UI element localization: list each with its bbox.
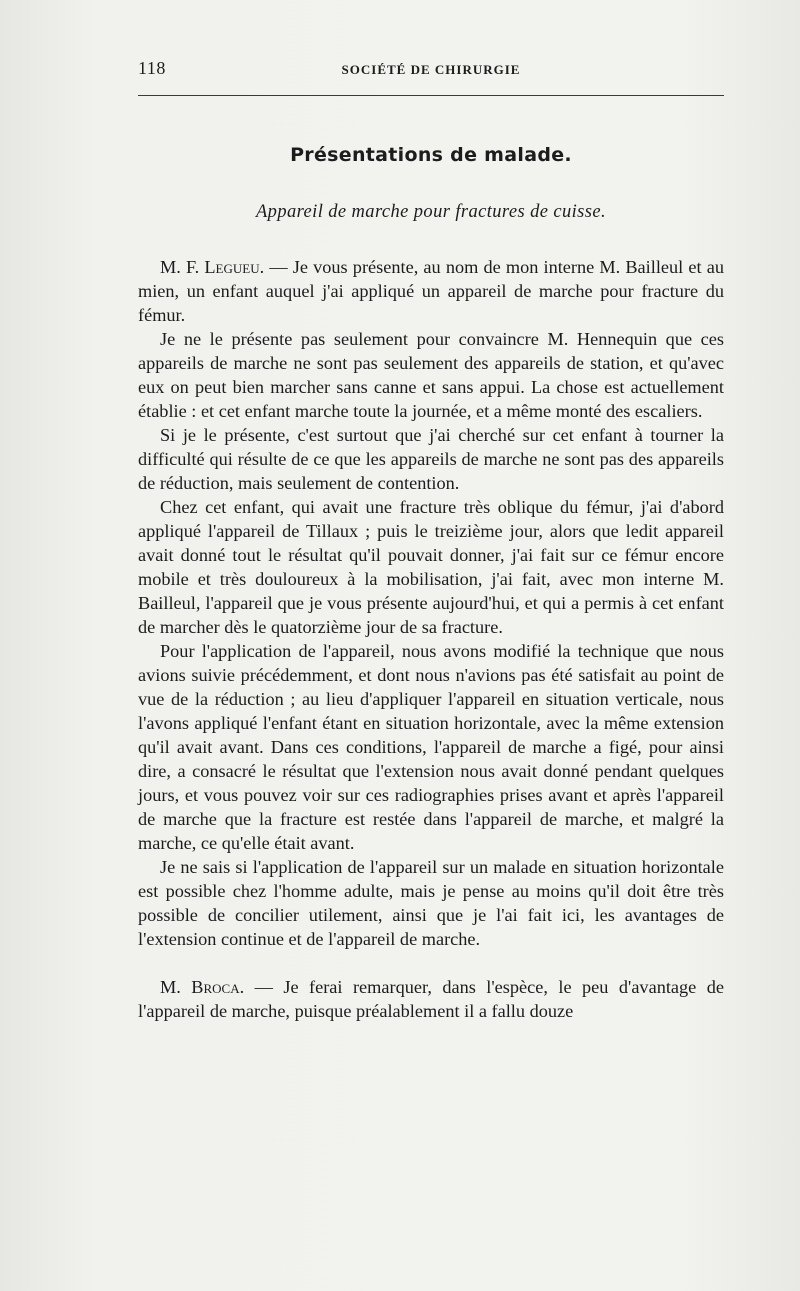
page-number: 118 [138,58,166,78]
speaker-name: Broca [191,977,240,997]
page-header [138,58,724,82]
header-rule [138,95,724,96]
speaker-prefix: M. [160,977,192,997]
paragraph-broca [138,975,724,1023]
paragraph: Chez cet enfant, qui avait une fracture très oblique du fémur, j'ai d'abord appliqué l'appareil de Tillaux ; puis le treizième jour, alors que ledit appareil avait donné tout le résultat qu'il pouvait donner, j'ai fait sur ce fémur encore mobile et très douloureux à la mobilisation, j'ai fait, avec mon interne M. Bailleul, l'appareil que je vous présente aujourd'hui, et qui a permis à cet enfant de marcher dès le quatorzième jour de sa fracture. [138,497,724,637]
paragraph-legueu [138,255,724,327]
paragraph: Je ne le présente pas seulement pour convaincre M. Hennequin que ces appareils de marche ne sont pas seulement des appareils de station, et qu'avec eux on peut bien marcher sans canne et sans appui. La chose est actuellement établie : et cet enfant marche toute la journée, et a même monté des escaliers. [138,329,724,421]
paragraph-text: . — Je vous présente, au nom de mon interne M. Bailleul et au mien, un enfant auquel j'ai appliqué un appareil de marche pour fracture du fémur. [138,257,724,325]
paragraph: Si je le présente, c'est surtout que j'ai cherché sur cet enfant à tourner la difficulté qui résulte de ce que les appareils de marche ne sont pas des appareils de réduction, mais seulement de contention. [138,425,724,493]
paragraph: Pour l'application de l'appareil, nous avons modifié la technique que nous avions suivie précédemment, et dont nous n'avions pas été satisfait au point de vue de la réduction ; au lieu d'appliquer l'appareil en situation verticale, nous l'avons appliqué l'enfant étant en situation horizontale, avec la même extension qu'il avait avant. Dans ces conditions, l'appareil de marche a figé, pour ainsi dire, a consacré le résultat que l'extension nous avait donné pendant quelques jours, et vous pouvez voir sur ces radiographies prises avant et après l'appareil de marche que la fracture est restée dans l'appareil de marche, et malgré la marche, ce qu'elle était avant. [138,641,724,853]
speaker-prefix: M. F. [160,257,205,277]
running-head: SOCIÉTÉ DE CHIRURGIE [341,62,521,77]
paragraph: Je ne sais si l'application de l'appareil sur un malade en situation horizontale est possible chez l'homme adulte, mais je pense au moins qu'il doit être très possible de concilier utilement, ainsi que je l'ai fait ici, les avantages de l'extension continue et de l'appareil de marche. [138,857,724,949]
subtitle: Appareil de marche pour fractures de cuisse. [255,202,607,222]
section-title: Présentations de malade. [290,144,572,166]
speaker-name: Legueu [204,257,260,277]
body-text [138,255,724,1023]
paragraph-text: . — Je ferai remarquer, dans l'espèce, le peu d'avantage de l'appareil de marche, puisque préalablement il a fallu douze [138,977,724,1021]
